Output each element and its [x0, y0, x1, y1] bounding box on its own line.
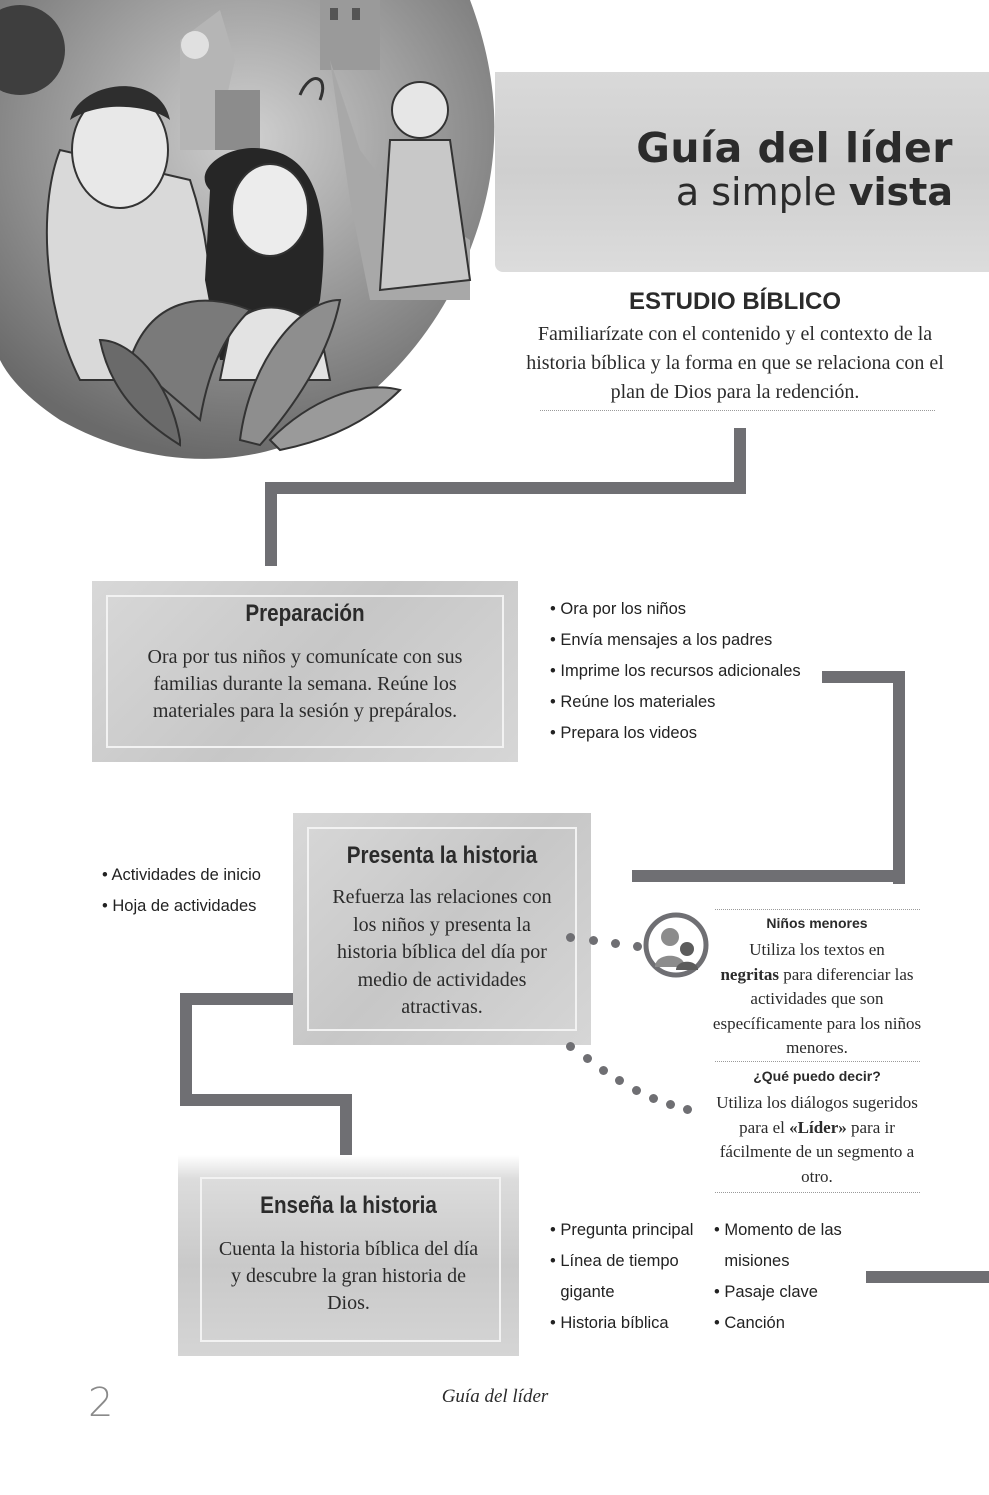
book-title: Guía del líder — [441, 1386, 549, 1407]
divider — [715, 1061, 920, 1062]
teach-text: Cuenta la historia bíblica del día y descubre la gran historia de Dios. — [218, 1238, 479, 1314]
connector-bar — [265, 482, 277, 566]
dot-connector — [683, 1105, 692, 1114]
dot-connector — [632, 1086, 641, 1095]
dot-connector — [615, 1076, 624, 1085]
dot-connector — [611, 939, 620, 948]
connector-bar — [180, 993, 295, 1005]
teach-heading: Enseña la historia — [260, 1192, 437, 1219]
present-list — [102, 860, 282, 922]
dot-connector — [666, 1100, 675, 1109]
list-item: gigante — [560, 1283, 615, 1301]
bible-study-text: Familiarízate con el contenido y el contexto de la historia bíblica y la forma en que se relaciona con el plan de Dios para la redención. — [526, 323, 944, 403]
divider — [715, 1192, 920, 1193]
present-box — [293, 813, 591, 1045]
list-item: • Ora por los niños — [550, 594, 830, 625]
title-line-2: a simple vista — [675, 170, 953, 214]
divider — [715, 909, 920, 910]
connector-bar — [632, 870, 905, 882]
preparation-list — [550, 594, 830, 749]
younger-kids-text: Utiliza los textos en negritas para diferenciar las actividades que son específicamente para los niños menores. — [712, 940, 922, 1057]
list-item: • Imprime los recursos adicionales — [550, 656, 830, 687]
list-item: • Momento de las — [714, 1215, 864, 1246]
connector-bar — [866, 1271, 989, 1283]
bible-story-illustration — [0, 0, 520, 470]
title-line-1: Guía del líder — [636, 124, 953, 172]
page-number: 2 — [88, 1380, 114, 1426]
teach-list-1 — [550, 1215, 715, 1339]
page-title — [505, 124, 953, 214]
connector-bar — [893, 671, 905, 884]
divider — [540, 410, 935, 411]
dot-connector — [583, 1054, 592, 1063]
preparation-heading: Preparación — [245, 600, 365, 627]
teach-list-2 — [714, 1215, 864, 1339]
people-icon — [643, 912, 709, 978]
dot-connector — [599, 1066, 608, 1075]
dot-connector — [566, 1042, 575, 1051]
dot-connector — [566, 933, 575, 942]
list-item: • Línea de tiempo — [550, 1246, 715, 1277]
connector-bar — [180, 993, 192, 1099]
what-can-i-say-text: Utiliza los diálogos sugeridos para el «Líder» para ir fácilmente de un segmento a otro. — [716, 1093, 918, 1186]
connector-bar — [180, 1094, 352, 1106]
dot-connector — [633, 942, 642, 951]
list-item: • Pregunta principal — [550, 1215, 715, 1246]
connector-bar — [265, 482, 746, 494]
list-item: • Prepara los videos — [550, 718, 830, 749]
dot-connector — [649, 1094, 658, 1103]
list-item: • Historia bíblica — [550, 1308, 715, 1339]
list-item: • Hoja de actividades — [102, 891, 282, 922]
younger-kids-heading: Niños menores — [766, 915, 868, 931]
teach-box — [178, 1155, 519, 1356]
preparation-box — [92, 581, 518, 762]
preparation-text: Ora por tus niños y comunícate con sus familias durante la semana. Reúne los materiales para la sesión y prepáralos. — [147, 646, 463, 722]
list-item: • Pasaje clave — [714, 1277, 864, 1308]
what-can-i-say-heading: ¿Qué puedo decir? — [753, 1068, 881, 1084]
bible-study-heading: ESTUDIO BÍBLICO — [628, 288, 841, 315]
dot-connector — [589, 936, 598, 945]
list-item: • Reúne los materiales — [550, 687, 830, 718]
present-text: Refuerza las relaciones con los niños y presenta la historia bíblica del día por medio de actividades atractivas. — [332, 886, 552, 1018]
list-item: • Envía mensajes a los padres — [550, 625, 830, 656]
present-heading: Presenta la historia — [346, 842, 538, 869]
list-item: • Canción — [714, 1308, 864, 1339]
list-item: misiones — [724, 1252, 790, 1270]
list-item: • Actividades de inicio — [102, 860, 282, 891]
